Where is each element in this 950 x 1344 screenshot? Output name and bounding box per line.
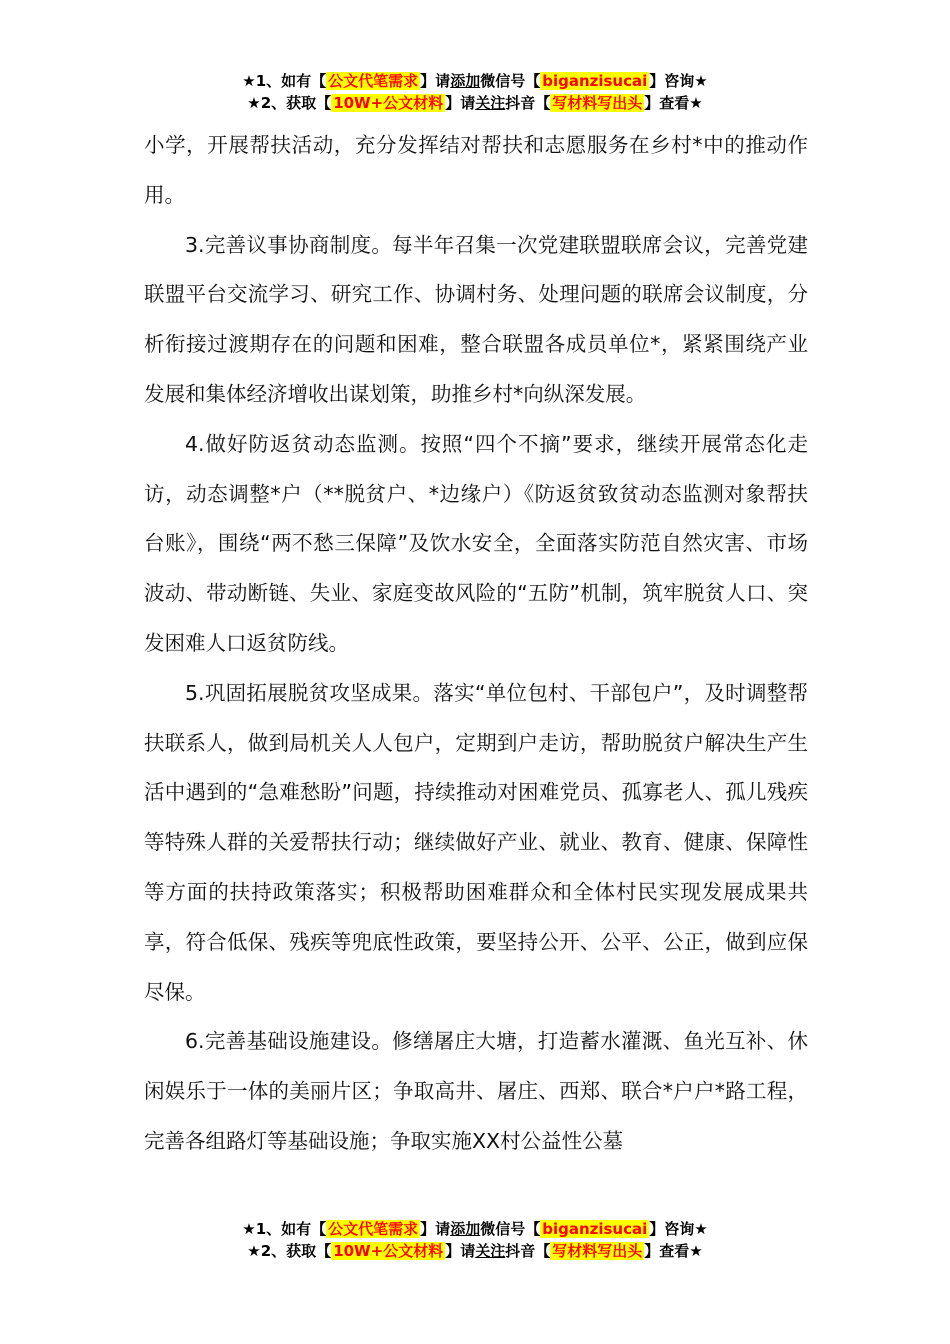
banner-text: 微信号【 [480,1220,541,1238]
banner-text: ★2、获取【 [247,94,332,112]
banner-text: 】查看★ [644,1242,703,1260]
banner-text: 】咨询★ [649,1220,708,1238]
banner-highlight: 公文代笔需求 [328,72,419,90]
banner-text: ★2、获取【 [247,1242,332,1260]
banner-line-1 [0,70,950,92]
paragraph-3: 3.完善议事协商制度。每半年召集一次党建联盟联席会议，完善党建联盟平台交流学习、研究工作、协调村务、处理问题的联席会议制度，分析衔接过渡期存在的问题和困难，整合联盟各成员单位*，紧紧围绕产业发展和集体经济增收出谋划策，助推乡村*向纵深发展。 [144,232,808,406]
paragraph-continuation: 小学，开展帮扶活动，充分发挥结对帮扶和志愿服务在乡村*中的推动作用。 [144,133,808,207]
footer-banner [0,1218,950,1262]
banner-text: 】请 [445,1242,476,1260]
banner-line-1 [0,1218,950,1240]
banner-line-2 [0,1240,950,1262]
banner-text: ★1、如有【 [242,72,327,90]
document-body [144,121,808,1167]
header-banner [0,70,950,114]
banner-text: 抖音【 [505,94,551,112]
banner-highlight: 10W+公文材料 [333,94,444,112]
banner-text: 微信号【 [480,72,541,90]
banner-text: 】咨询★ [649,72,708,90]
banner-highlight-wechat: biganzisucai [542,72,648,90]
banner-text: 】请 [420,1220,451,1238]
banner-text: 】请 [445,94,476,112]
paragraph-5: 5.巩固拓展脱贫攻坚成果。落实“单位包村、干部包户”，及时调整帮扶联系人，做到局机关人人包户，定期到户走访，帮助脱贫户解决生产生活中遇到的“急难愁盼”问题，持续推动对困难党员、孤寡老人、孤儿残疾等特殊人群的关爱帮扶行动；继续做好产业、就业、教育、健康、保障性等方面的扶持政策落实；积极帮助困难群众和全体村民实现发展成果共享，符合低保、残疾等兜底性政策，要坚持公开、公平、公正，做到应保尽保。 [144,680,808,1004]
banner-highlight-wechat: biganzisucai [542,1220,648,1238]
banner-highlight-douyin: 写材料写出头 [552,1242,643,1260]
paragraph-6: 6.完善基础设施建设。修缮屠庄大塘，打造蓄水灌溉、鱼光互补、休闲娱乐于一体的美丽片区；争取高井、屠庄、西郑、联合*户户*路工程，完善各组路灯等基础设施；争取实施XX村公益性公墓 [144,1029,808,1153]
banner-underline-text: 关注 [475,94,506,112]
banner-text: 】查看★ [644,94,703,112]
banner-underline-text: 添加 [450,72,481,90]
banner-text: 】请 [420,72,451,90]
banner-highlight: 公文代笔需求 [328,1220,419,1238]
banner-highlight: 10W+公文材料 [333,1242,444,1260]
banner-text: 抖音【 [505,1242,551,1260]
banner-text: ★1、如有【 [242,1220,327,1238]
paragraph-4: 4.做好防返贫动态监测。按照“四个不摘”要求，继续开展常态化走访，动态调整*户（**脱贫户、*边缘户）《防返贫致贫动态监测对象帮扶台账》，围绕“两不愁三保障”及饮水安全，全面落实防范自然灾害、市场波动、带动断链、失业、家庭变故风险的“五防”机制，筑牢脱贫人口、突发困难人口返贫防线。 [144,431,808,655]
banner-underline-text: 关注 [475,1242,506,1260]
banner-line-2 [0,92,950,114]
banner-underline-text: 添加 [450,1220,481,1238]
banner-highlight-douyin: 写材料写出头 [552,94,643,112]
